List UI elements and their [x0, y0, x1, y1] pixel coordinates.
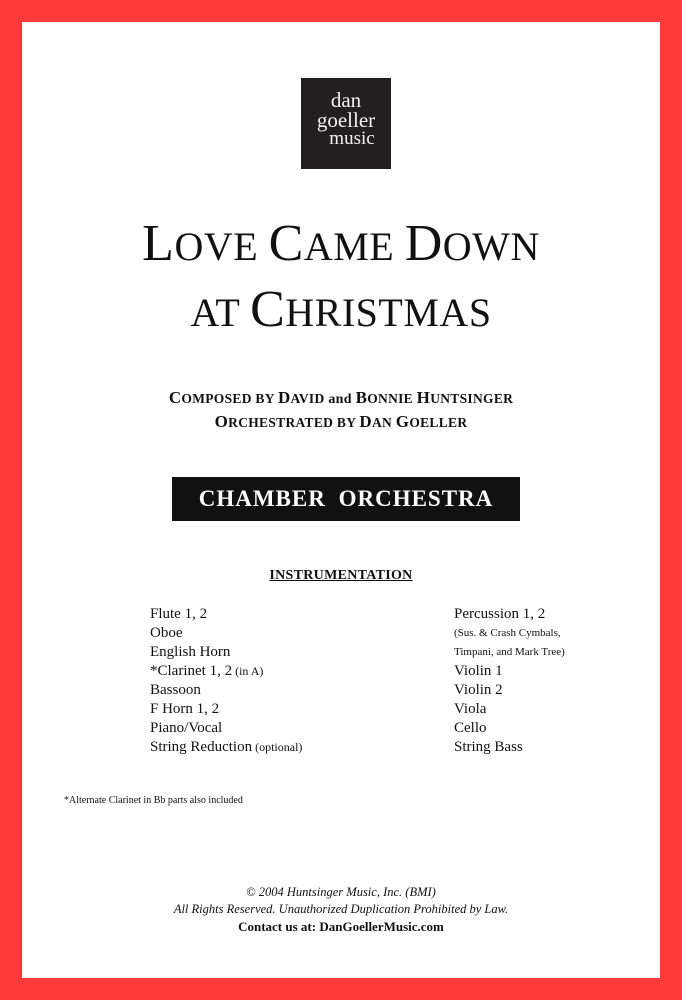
ensemble-banner: CHAMBER ORCHESTRA [172, 477, 520, 521]
instrument-note: (optional) [252, 740, 303, 754]
title-line-1: LOVE CAME DOWN [142, 215, 540, 272]
instrument-detail: (Sus. & Crash Cymbals, [454, 627, 561, 639]
rights-line: All Rights Reserved. Unauthorized Duplication Prohibited by Law. [173, 902, 509, 916]
instrument-list-right [454, 605, 565, 757]
dan-goeller-music-logo [301, 78, 391, 169]
logo-line-1: dan [330, 88, 362, 112]
orchestrator-credit: ORCHESTRATED BY DAN GOELLER [214, 412, 468, 431]
instrument-item: Piano/Vocal [150, 720, 223, 736]
instrument-item: Oboe [150, 625, 183, 641]
logo-line-2: goeller [316, 108, 376, 132]
instrument-item: String Bass [454, 739, 523, 755]
instrument-item: Bassoon [150, 682, 201, 698]
instrument-item: Violin 1 [454, 663, 503, 679]
instrument-note: (in A) [232, 664, 264, 678]
instrument-item: Percussion 1, 2 [454, 606, 546, 622]
composer-credit: COMPOSED BY DAVID and BONNIE HUNTSINGER [168, 388, 514, 407]
instrument-detail: Timpani, and Mark Tree) [454, 646, 565, 658]
instrument-item: Viola [454, 701, 487, 717]
copyright-line: © 2004 Huntsinger Music, Inc. (BMI) [246, 885, 436, 899]
contact-line: Contact us at: DanGoellerMusic.com [238, 919, 444, 934]
instrument-item: English Horn [150, 644, 231, 660]
title-line-2: AT CHRISTMAS [190, 281, 492, 338]
cover-page [22, 22, 660, 978]
instrument-item: Cello [454, 720, 487, 736]
instrument-list-left [150, 605, 302, 757]
instrument-item: *Clarinet 1, 2 (in A) [150, 663, 264, 679]
instrument-item: Flute 1, 2 [150, 606, 208, 622]
instrument-item: Violin 2 [454, 682, 503, 698]
instrumentation-heading: INSTRUMENTATION [269, 568, 413, 583]
logo-line-3: music [329, 128, 375, 149]
clarinet-footnote: *Alternate Clarinet in Bb parts also included [64, 795, 243, 806]
instrument-item: F Horn 1, 2 [150, 701, 220, 717]
instrument-item: String Reduction (optional) [150, 739, 303, 755]
